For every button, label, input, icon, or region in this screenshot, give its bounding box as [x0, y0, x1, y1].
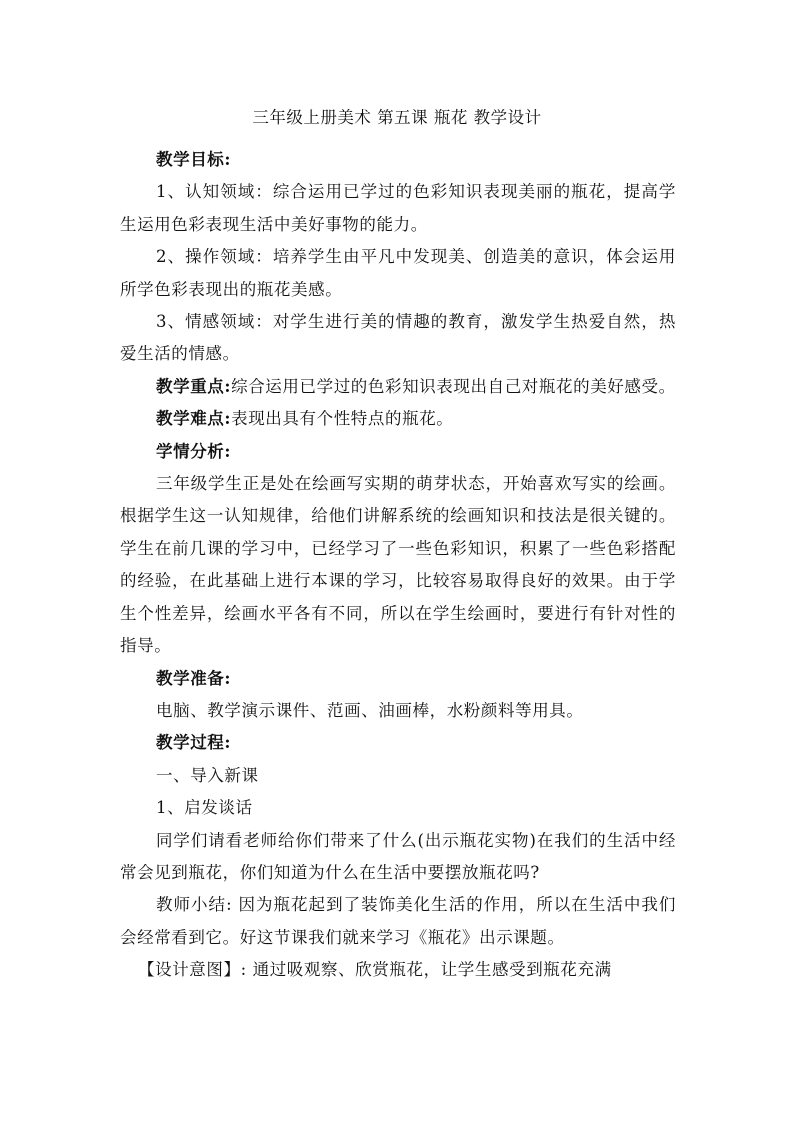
objective-1: 1、认知领域：综合运用已学过的色彩知识表现美丽的瓶花，提高学生运用色彩表现生活中美好事物的能力。: [120, 182, 676, 234]
key-point-label: 教学重点:: [156, 376, 232, 396]
difficulty-text: 表现出具有个性特点的瓶花。: [231, 409, 454, 429]
section-heading-1: 一、导入新课: [156, 765, 259, 785]
difficulty-paragraph: [120, 403, 676, 435]
prep-heading: 教学准备:: [156, 668, 232, 688]
difficulty-label: 教学难点:: [156, 409, 232, 429]
subsection-heading-1: 1、启发谈话: [156, 798, 253, 818]
key-point-text: 综合运用已学过的色彩知识表现出自己对瓶花的美好感受。: [231, 376, 676, 396]
document-body: [120, 144, 676, 987]
key-point-paragraph: [120, 371, 676, 403]
paragraph-1: 同学们请看老师给你们带来了什么(出示瓶花实物)在我们的生活中经常会见到瓶花，你们知道为什么在生活中要摆放瓶花吗?: [120, 830, 676, 882]
objectives-heading: 教学目标:: [156, 150, 232, 169]
process-heading: 教学过程:: [156, 733, 232, 753]
analysis-text: 三年级学生正是处在绘画写实期的萌芽状态，开始喜欢写实的绘画。根据学生这一认知规律，给他们讲解系统的绘画知识和技法是很关键的。学生在前几课的学习中，已经学习了一些色彩知识，积累了一些色彩搭配的经验，在此基础上进行本课的学习，比较容易取得良好的效果。由于学生个性差异，绘画水平各有不同，所以在学生绘画时，要进行有针对性的指导。: [120, 474, 676, 656]
objective-2: 2、操作领域：培养学生由平凡中发现美、创造美的意识，体会运用所学色彩表现出的瓶花美感。: [120, 247, 676, 299]
design-intent: 【设计意图】: 通过吸观察、欣赏瓶花，让学生感受到瓶花充满: [138, 960, 612, 980]
prep-text: 电脑、教学演示课件、范画、油画棒，水粉颜料等用具。: [156, 700, 584, 720]
analysis-heading: 学情分析:: [156, 441, 232, 461]
objective-3: 3、情感领域：对学生进行美的情趣的教育，激发学生热爱自然，热爱生活的情感。: [120, 312, 676, 364]
document-title: 三年级上册美术 第五课 瓶花 教学设计: [252, 108, 542, 127]
paragraph-2: 教师小结: 因为瓶花起到了装饰美化生活的作用，所以在生活中我们会经常看到它。好这节课我们就来学习《瓶花》出示课题。: [120, 895, 676, 947]
